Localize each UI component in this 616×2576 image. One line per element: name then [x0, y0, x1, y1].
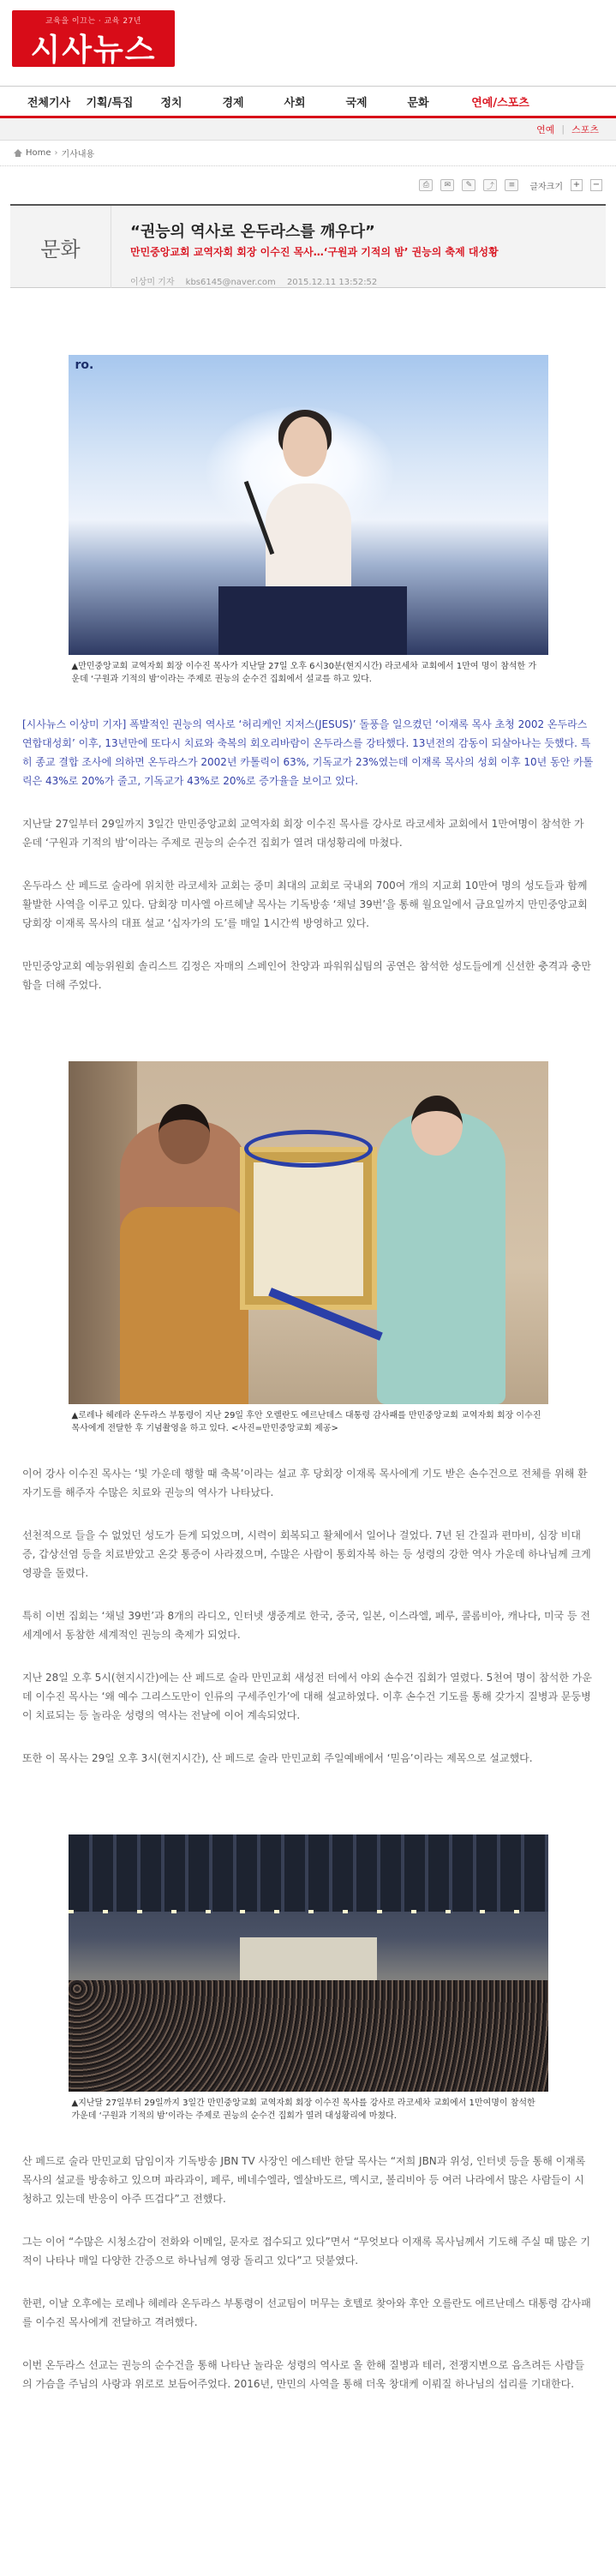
breadcrumb-current: 기사내용 — [61, 150, 95, 159]
list-icon[interactable]: ≡ — [505, 179, 518, 191]
site-logo[interactable] — [12, 10, 175, 67]
masthead — [0, 0, 616, 86]
nav-item-world[interactable]: 국제 — [345, 96, 368, 110]
subnav-item-sports[interactable]: 스포츠 — [571, 123, 599, 135]
article-date: 2015.12.11 13:52:52 — [286, 278, 378, 287]
subnav-item-entertainment[interactable]: 연예 — [536, 123, 555, 135]
plaque-document — [254, 1162, 363, 1296]
crowd — [69, 1980, 548, 2092]
font-increase-button[interactable]: + — [571, 179, 583, 191]
article-tools — [0, 166, 616, 204]
photo-watermark: ro. — [75, 358, 94, 372]
paragraph-10: 그는 이어 “수많은 시청소감이 전화와 이메일, 문자로 접수되고 있다”면서 “무엇보다 이재록 목사님께서 기도해 주실 때 많은 기적이 나타나 매일 다양한 간증으로 하나님께 영광 돌리고 있다”고 덧붙였다. — [22, 2236, 591, 2267]
main-nav — [0, 86, 616, 118]
logo-tagline: 교육을 이끄는 · 교육 27년 — [45, 17, 141, 26]
stadium-roof — [69, 1834, 548, 1912]
paragraph-12: 이번 온두라스 선교는 권능의 순수건을 통해 나타난 놀라운 성령의 역사로 올 한해 질병과 테러, 전쟁지변으로 음츠려든 사람들의 가슴을 주님의 사랑과 위로로 보듬어주었다. 2016년, 만민의 사역을 통해 더욱 창대케 이뤄질 하나님의 섭리를 기대한다. — [22, 2359, 585, 2390]
paragraph-1: 지난달 27일부터 29일까지 3일간 만민중앙교회 교역자회 회장 이수진 목사를 강사로 라코세차 교회에서 1만여명이 참석한 가운데 ‘구원과 기적의 밤’이라는 주제로 권능의 순수건 집회가 열려 대성황리에 마쳤다. — [22, 818, 584, 849]
article-headline: “권능의 역사로 온두라스를 깨우다” — [130, 223, 375, 241]
photo-figure-1 — [69, 355, 548, 691]
lead-paragraph: [시사뉴스 이상미 기자] 폭발적인 권능의 역사로 ‘허리케인 지저스(JESUS)’ 돌풍을 일으켰던 ‘이재록 목사 초청 2002 온두라스 연합대성회’ 이후, 13년만에 또다시 치료와 축복의 회오리바람이 온두라스를 강타했다. 13년전의 감동이 되살아나는 듯했다. 특히 종교 결합 조사에 의하면 온두라스가 2002년 카톨릭이 63%, 기독교가 23%였는데 이재록 목사의 성회 이후 10년 동안 카톨릭은 43%로 20%가 줄고, 기독교가 43%로 20%로 증가율을 보이고 있다. — [22, 718, 594, 787]
paragraph-3: 만민중앙교회 예능위원회 솔리스트 김정은 자매의 스페인어 찬양과 파워워십팀의 공연은 참석한 성도들에게 신선한 충격과 충만함을 더해 주었다. — [22, 960, 591, 991]
sub-nav — [0, 118, 616, 141]
paragraph-5: 선천적으로 들을 수 없었던 성도가 듣게 되었으며, 시력이 회복되고 활체에서 일어나 걸었다. 7년 된 간질과 편마비, 심장 비대증, 갑상선염 등을 치료받았고 온갖 통증이 사라졌으며, 수많은 사람이 통회자복 하는 등 성령의 강한 역사 가운데 하나님께 크게 영광을 돌렸다. — [22, 1529, 591, 1579]
photo-crowd-stadium — [69, 1834, 548, 2092]
nav-item-society[interactable]: 사회 — [284, 96, 306, 110]
vice-president-dress — [120, 1207, 248, 1404]
scrap-icon[interactable]: ✎ — [462, 179, 475, 191]
breadcrumb-separator: › — [54, 148, 58, 158]
photo-figure-2 — [69, 1061, 548, 1440]
speaker-face — [283, 417, 327, 477]
paragraph-6: 특히 이번 집회는 ‘채널 39번’과 8개의 라디오, 인터넷 생중계로 한국, 중국, 일본, 이스라엘, 페루, 콜롬비아, 캐나다, 미국 등 전 세계에서 동참한 세계적인 권능의 축제가 되었다. — [22, 1610, 590, 1641]
print-icon[interactable]: ⎙ — [419, 179, 433, 191]
breadcrumb-home[interactable]: Home — [26, 148, 51, 158]
article-byline — [130, 274, 386, 287]
article-subhead: 만민중앙교회 교역자회 회장 이수진 목사…‘구원과 기적의 밤’ 권능의 축제 대성황 — [130, 246, 499, 258]
paragraph-4: 이어 강사 이수진 목사는 ‘빛 가운데 행할 때 축복’이라는 설교 후 당회장 이재록 목사에게 기도 받은 손수건으로 전체를 위해 환자기도를 해주자 수많은 치료와 권능의 역사가 나타났다. — [22, 1468, 588, 1498]
podium — [218, 586, 407, 655]
font-decrease-button[interactable]: − — [590, 179, 602, 191]
paragraph-9: 산 페드로 술라 만민교회 담임이자 기독방송 JBN TV 사장인 에스테반 한달 목사는 “저희 JBN과 위성, 인터넷 등을 통해 이재록 목사의 설교를 방송하고 있으며 파라과이, 페루, 베네수엘라, 엘살바도르, 멕시코, 볼리비아 등 여러 나라에서 많은 사람들이 시청하고 있는데 반응이 아주 뜨겁다”고 전했다. — [22, 2155, 586, 2205]
photo-plaque-presentation — [69, 1061, 548, 1404]
share-icon[interactable]: ⤴ — [483, 179, 497, 191]
section-label: 문화 — [10, 206, 111, 288]
vice-president-head — [158, 1104, 210, 1164]
photo-figure-3 — [69, 1834, 548, 2128]
nav-item-entertainment-sports[interactable]: 연예/스포츠 — [471, 96, 529, 110]
article-header — [10, 204, 606, 288]
logo-name: 시사뉴스 — [30, 33, 157, 68]
home-icon — [14, 149, 22, 157]
reporter-email[interactable]: kbs6145@naver.com — [185, 278, 276, 287]
email-icon[interactable]: ✉ — [440, 179, 454, 191]
nav-item-culture[interactable]: 문화 — [407, 96, 429, 110]
reporter-name: 이상미 기자 — [130, 278, 175, 287]
stadium-lights — [69, 1910, 548, 1913]
font-size-label: 글자크기 — [529, 182, 563, 192]
ribbon-bow — [244, 1130, 373, 1168]
nav-item-economy[interactable]: 경제 — [222, 96, 244, 110]
pastor-figure — [377, 1113, 505, 1404]
pastor-head — [411, 1096, 463, 1156]
paragraph-11: 한편, 이날 오후에는 로레나 헤레라 온두라스 부통령이 선교팀이 머무는 호텔로 찾아와 후안 오를란도 에르난데스 대통령 감사패를 이수진 목사에게 전달하고 격려했다. — [22, 2297, 591, 2328]
article-body — [0, 355, 616, 2393]
subnav-divider: | — [561, 123, 565, 135]
nav-item-all[interactable]: 전체기사 — [27, 96, 71, 110]
photo-caption-3: ▲지난달 27일부터 29일까지 3일간 만민중앙교회 교역자회 회장 이수진 목사를 강사로 라코세차 교회에서 1만여명이 참석한 가운데 ‘구원과 기적의 밤’이라는 주제로 권능의 순수건 집회가 열려 대성황리에 마쳤다. — [69, 2092, 548, 2128]
nav-item-politics[interactable]: 정치 — [160, 96, 182, 110]
breadcrumb — [0, 141, 616, 166]
paragraph-8: 또한 이 목사는 29일 오후 3시(현지시간), 산 페드로 술라 만민교회 주일예배에서 ‘믿음’이라는 제목으로 설교했다. — [22, 1752, 533, 1764]
photo-caption-1: ▲만민중앙교회 교역자회 회장 이수진 목사가 지난달 27일 오후 6시30분(현지시간) 라코세차 교회에서 1만여 명이 참석한 가운데 ‘구원과 기적의 밤’이라는 주제로 권능의 순수건 집회에서 설교를 하고 있다. — [69, 655, 548, 691]
nav-item-special[interactable]: 기획/특집 — [86, 96, 134, 110]
photo-caption-2: ▲로레나 헤레라 온두라스 부통령이 지난 29일 후안 오렐란도 에르난데스 대통령 감사패를 만민중앙교회 교역자회 회장 이수진 목사에게 전달한 후 기념촬영을 하고 있다. <사진=만민중앙교회 제공> — [69, 1404, 548, 1440]
photo-speaker-stage — [69, 355, 548, 655]
paragraph-2: 온두라스 산 페드로 술라에 위치한 라코세차 교회는 중미 최대의 교회로 국내외 700여 개의 지교회 10만여 명의 성도들과 함께 활발한 사역을 이루고 있다. 담회장 미사엘 아르헤냘 목사는 기독방송 ‘채널 39번’을 통해 월요일에서 금요일까지 만민중앙교회 당회장 이재록 목사의 대표 설교 ‘십자가의 도’를 매일 1시간씩 방영하고 있다. — [22, 880, 588, 929]
paragraph-7: 지난 28일 오후 5시(현지시간)에는 산 페드로 술라 만민교회 새성전 터에서 야외 손수건 집회가 열렸다. 5천여 명이 참석한 가운데 이수진 목사는 ‘왜 예수 그리스도만이 인류의 구세주인가’에 대해 설교하였다. 이후 손수건 기도를 통해 갖가지 질병과 문둥병이 치료되는 등 놀라운 성령의 역사는 전날에 이어 계속되었다. — [22, 1672, 592, 1721]
